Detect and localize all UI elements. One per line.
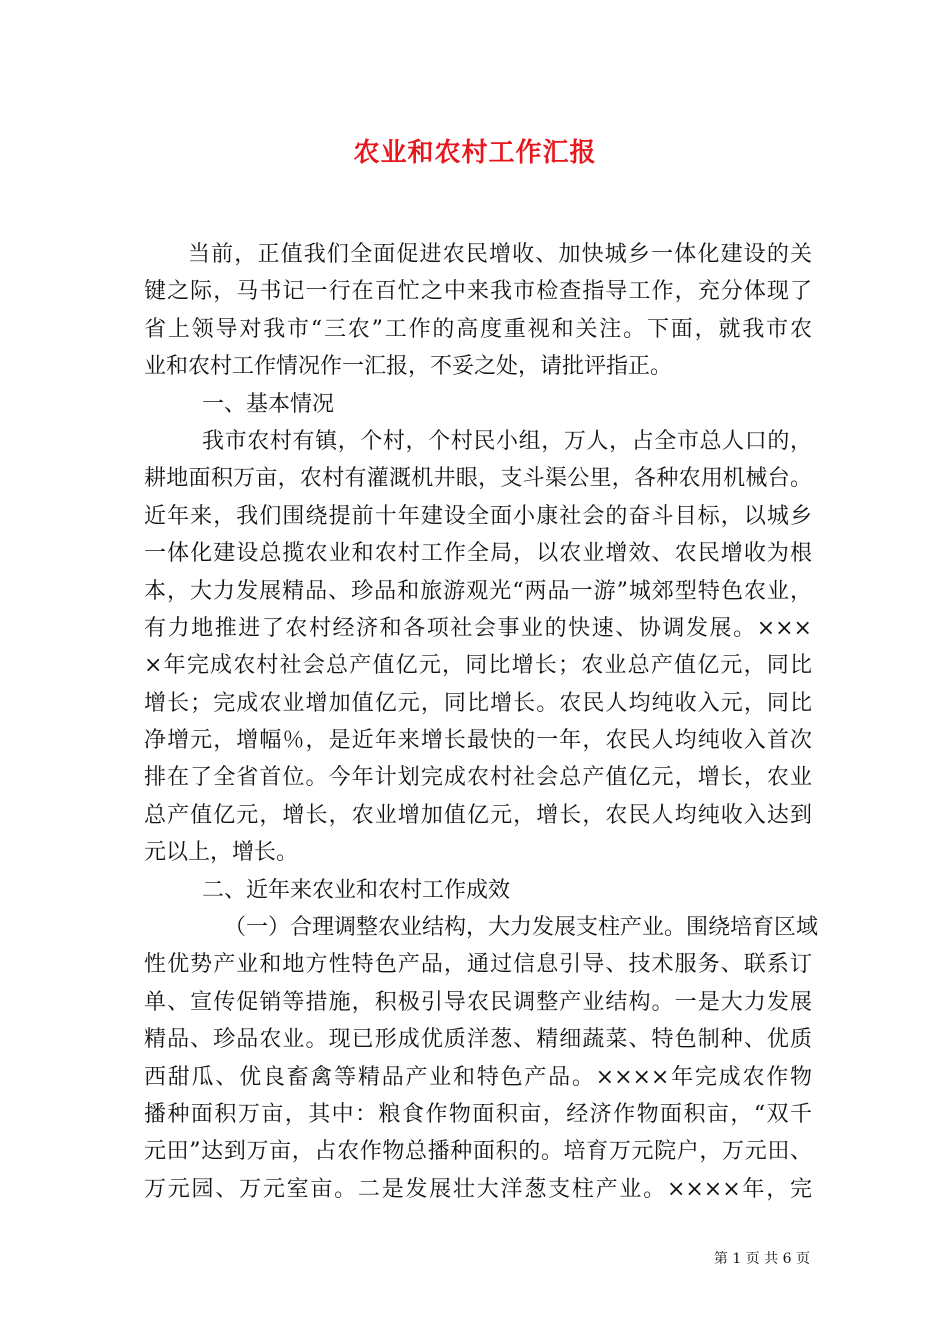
page-number: 第 1 页 共 6 页 — [713, 1251, 810, 1267]
paragraph-line: 业和农村工作情况作一汇报，不妥之处，请批评指正。 — [144, 354, 673, 380]
section-heading: 一、基本情况 — [202, 391, 335, 417]
paragraph-line: 播种面积万亩，其中：粮食作物面积亩，经济作物面积亩，“双千 — [144, 1101, 812, 1127]
paragraph-line: ×年完成农村社会总产值亿元，同比增长；农业总产值亿元，同比 — [144, 653, 812, 679]
paragraph-line: 元以上，增长。 — [144, 840, 299, 866]
paragraph-line: 排在了全省首位。今年计划完成农村社会总产值亿元，增长，农业 — [144, 765, 812, 791]
paragraph-line: 键之际，马书记一行在百忙之中来我市检查指导工作，充分体现了 — [144, 279, 812, 305]
paragraph-line: 一体化建设总揽农业和农村工作全局，以农业增效、农民增收为根 — [144, 541, 812, 567]
paragraph-line: （一）合理调整农业结构，大力发展支柱产业。围绕培育区域 — [224, 915, 819, 941]
paragraph-line: 元田”达到万亩，占农作物总播种面积的。培育万元院户，万元田、 — [144, 1139, 812, 1165]
paragraph-line: 万元园、万元室亩。二是发展壮大洋葱支柱产业。××××年，完 — [144, 1176, 812, 1202]
section-heading: 二、近年来农业和农村工作成效 — [202, 877, 511, 903]
paragraph-line: 性优势产业和地方性特色产品，通过信息引导、技术服务、联系订 — [144, 952, 812, 978]
paragraph-line: 有力地推进了农村经济和各项社会事业的快速、协调发展。××× — [144, 615, 812, 641]
paragraph-line: 精品、珍品农业。现已形成优质洋葱、精细蔬菜、特色制种、优质 — [144, 1027, 812, 1053]
paragraph-line: 西甜瓜、优良畜禽等精品产业和特色产品。××××年完成农作物 — [144, 1064, 812, 1090]
paragraph-line: 我市农村有镇，个村，个村民小组，万人，占全市总人口的， — [202, 428, 812, 454]
paragraph-line: 省上领导对我市“三农”工作的高度重视和关注。下面，就我市农 — [144, 316, 812, 342]
paragraph-line: 净增元，增幅％，是近年来增长最快的一年，农民人均纯收入首次 — [144, 728, 812, 754]
document-body — [144, 236, 819, 1208]
paragraph-line: 本，大力发展精品、珍品和旅游观光“两品一游”城郊型特色农业， — [144, 578, 812, 604]
paragraph-line: 耕地面积万亩，农村有灌溉机井眼，支斗渠公里，各种农用机械台。 — [144, 466, 812, 492]
paragraph-line: 总产值亿元，增长，农业增加值亿元，增长，农民人均纯收入达到 — [144, 802, 812, 828]
paragraph-line: 增长；完成农业增加值亿元，同比增长。农民人均纯收入元，同比 — [144, 690, 812, 716]
paragraph-line: 当前，正值我们全面促进农民增收、加快城乡一体化建设的关 — [188, 242, 812, 267]
paragraph-line: 单、宣传促销等措施，积极引导农民调整产业结构。一是大力发展 — [144, 989, 812, 1015]
paragraph-line: 近年来，我们围绕提前十年建设全面小康社会的奋斗目标，以城乡 — [144, 503, 812, 529]
document-title: 农业和农村工作汇报 — [353, 138, 597, 168]
